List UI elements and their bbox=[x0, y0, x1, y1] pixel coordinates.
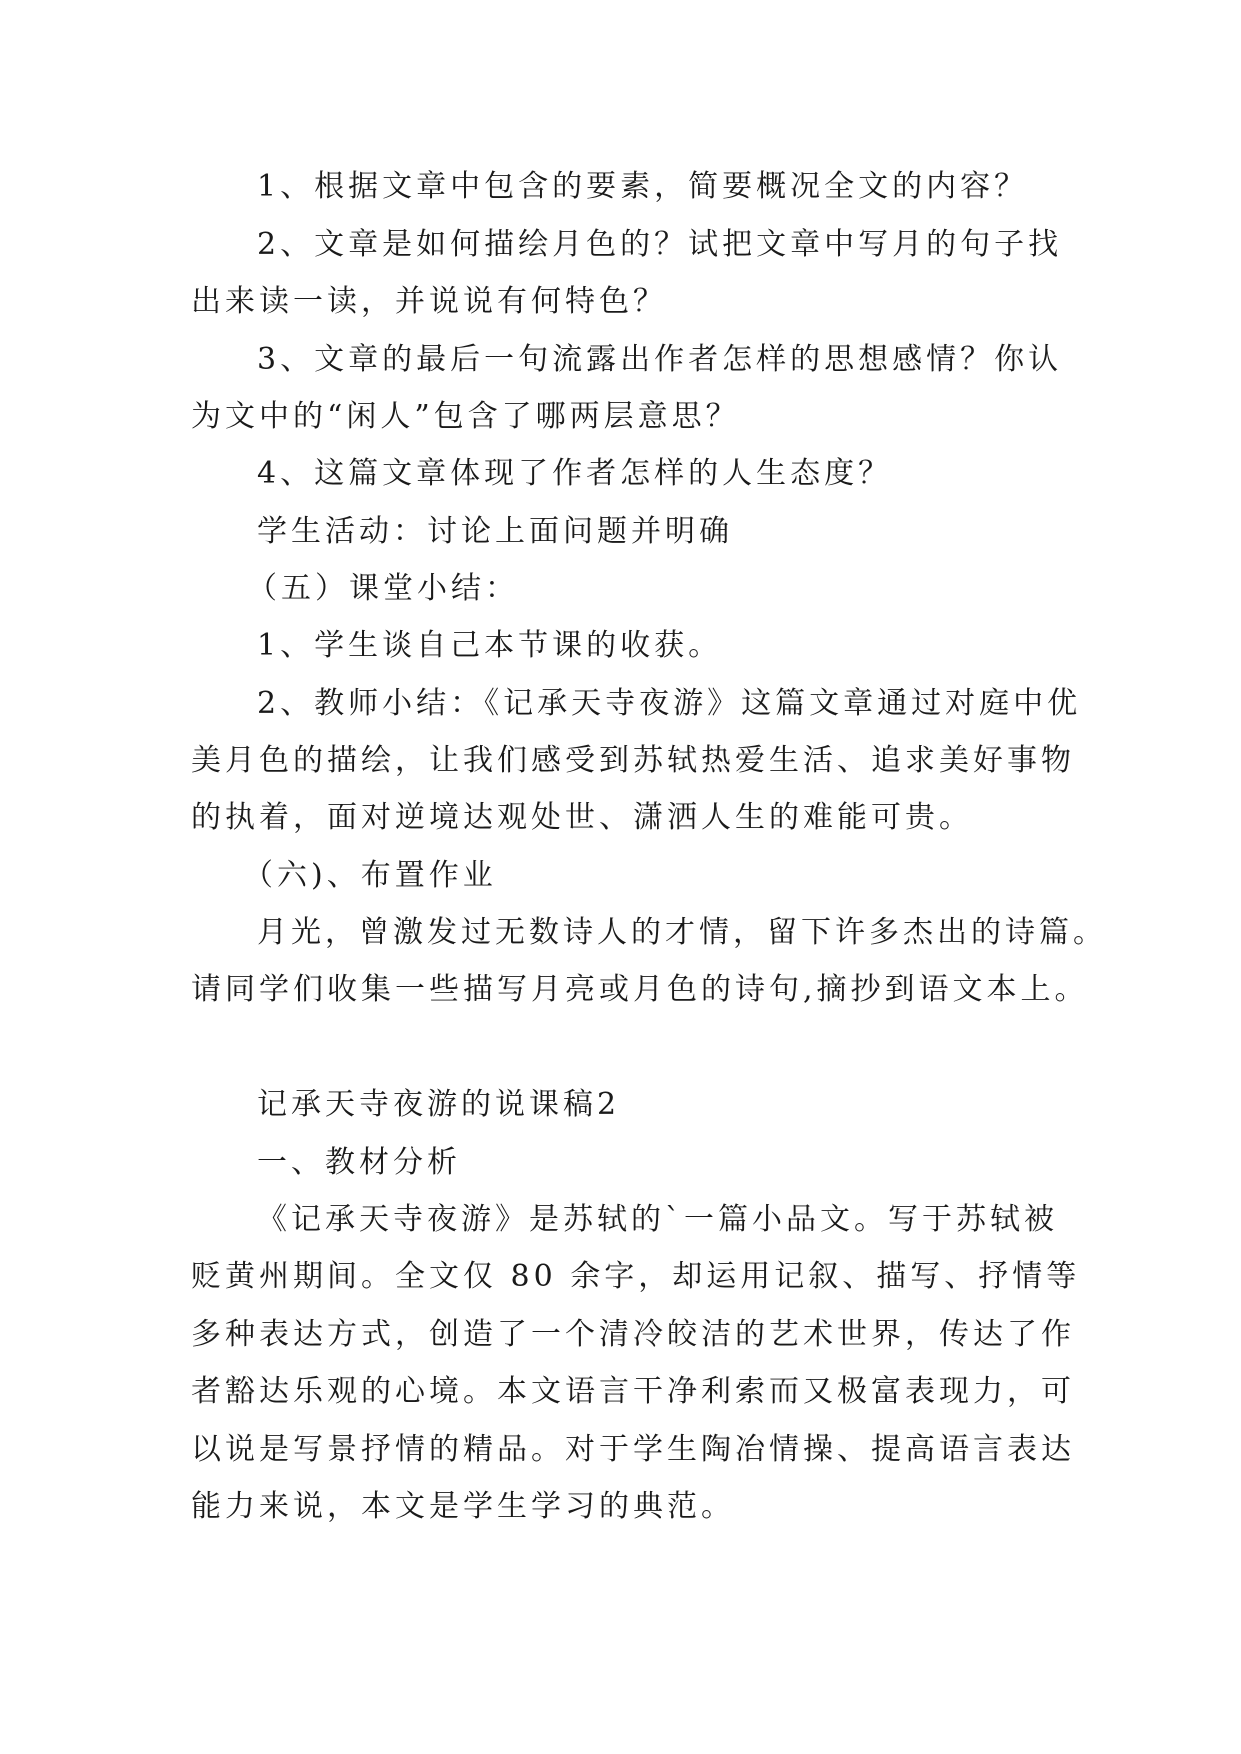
summary-item-2-line-1: 2、教师小结：《记承天寺夜游》这篇文章通过对庭中优 bbox=[257, 686, 1082, 721]
student-activity: 学生活动：讨论上面问题并明确 bbox=[257, 514, 733, 549]
section-heading-summary: （五）课堂小结： bbox=[247, 571, 519, 606]
analysis-line-2: 贬黄州期间。全文仅 80 余字，却运用记叙、描写、抒情等 bbox=[191, 1259, 1081, 1294]
analysis-line-6: 能力来说，本文是学生学习的典范。 bbox=[191, 1489, 735, 1524]
section-heading-homework: （六)、布置作业 bbox=[243, 858, 497, 893]
summary-item-2-line-3: 的执着，面对逆境达观处世、潇洒人生的难能可贵。 bbox=[191, 800, 973, 835]
question-1: 1、根据文章中包含的要素，简要概况全文的内容？ bbox=[257, 169, 1029, 204]
summary-item-2-line-2: 美月色的描绘，让我们感受到苏轼热爱生活、追求美好事物 bbox=[191, 743, 1075, 778]
analysis-line-1: 《记承天寺夜游》是苏轼的`一篇小品文。写于苏轼被 bbox=[257, 1202, 1058, 1237]
summary-item-1: 1、学生谈自己本节课的收获。 bbox=[257, 628, 723, 663]
question-3-line-1: 3、文章的最后一句流露出作者怎样的思想感情？你认 bbox=[257, 342, 1063, 377]
section-heading-textbook-analysis: 一、教材分析 bbox=[257, 1145, 461, 1180]
homework-line-2: 请同学们收集一些描写月亮或月色的诗句,摘抄到语文本上。 bbox=[191, 972, 1089, 1007]
homework-line-1: 月光，曾激发过无数诗人的才情，留下许多杰出的诗篇。 bbox=[257, 915, 1107, 950]
analysis-line-3: 多种表达方式，创造了一个清冷皎洁的艺术世界，传达了作 bbox=[191, 1317, 1075, 1352]
analysis-line-5: 以说是写景抒情的精品。对于学生陶冶情操、提高语言表达 bbox=[191, 1432, 1075, 1467]
question-2-line-1: 2、文章是如何描绘月色的？试把文章中写月的句子找 bbox=[257, 227, 1063, 262]
analysis-line-4: 者豁达乐观的心境。本文语言干净利索而又极富表现力，可 bbox=[191, 1374, 1075, 1409]
question-4: 4、这篇文章体现了作者怎样的人生态度？ bbox=[257, 456, 893, 491]
question-2-line-2: 出来读一读，并说说有何特色？ bbox=[191, 284, 667, 319]
document-subtitle: 记承天寺夜游的说课稿2 bbox=[257, 1087, 621, 1122]
question-3-line-2: 为文中的“闲人”包含了哪两层意思？ bbox=[191, 399, 740, 434]
